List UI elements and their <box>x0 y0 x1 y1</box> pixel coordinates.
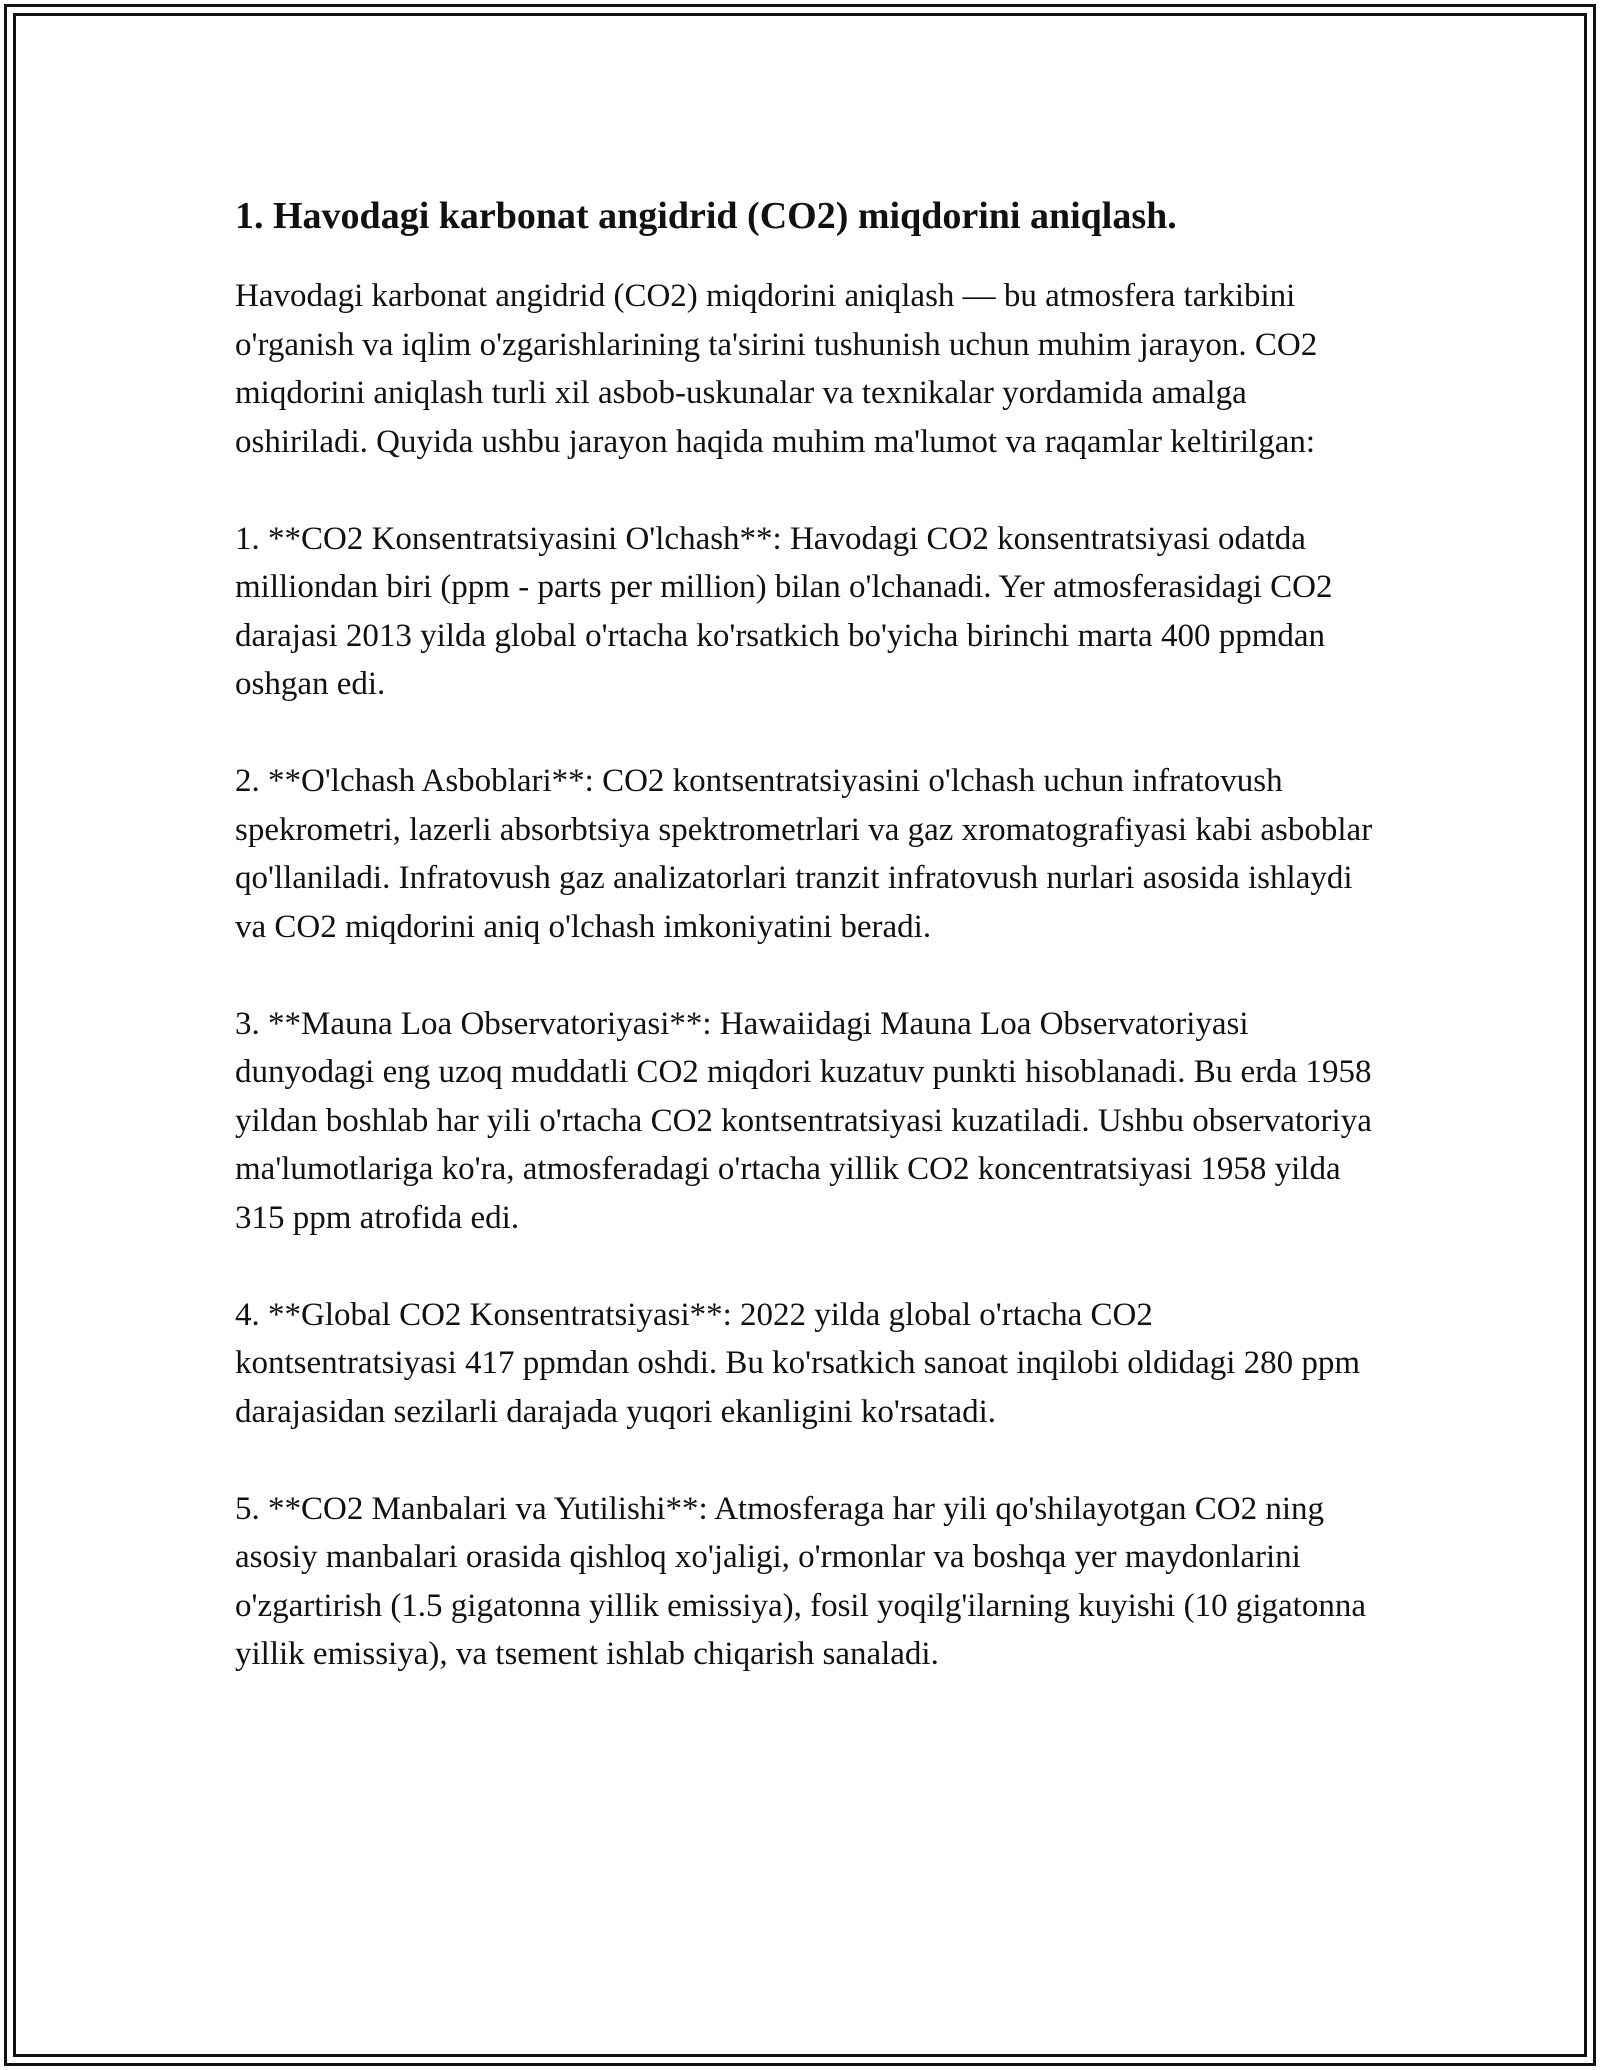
section-2-paragraph: 2. **O'lchash Asboblari**: CO2 kontsentratsiyasini o'lchash uchun infratovush spekrometri, lazerli absorbtsiya spektrometrlari va gaz xromatografiyasi kabi asboblar qo'llaniladi. Infratovush gaz analizatorlari tranzit infratovush nurlari asosida ishlaydi va CO2 miqdorini aniq o'lchash imkoniyatini beradi. <box>235 763 1373 945</box>
paragraph-spacer <box>235 1242 1375 1291</box>
document-title: 1. Havodagi karbonat angidrid (CO2) miqdorini aniqlash. <box>235 195 1177 237</box>
section-1-paragraph: 1. **CO2 Konsentratsiyasini O'lchash**: Havodagi CO2 konsentratsiyasi odatda milliondan biri (ppm - parts per million) bilan o'lchanadi. Yer atmosferasidagi CO2 darajasi 2013 yilda global o'rtacha ko'rsatkich bo'yicha birinchi marta 400 ppmdan oshgan edi. <box>235 520 1333 702</box>
paragraph-spacer <box>235 1436 1375 1485</box>
section-5-paragraph: 5. **CO2 Manbalari va Yutilishi**: Atmosferaga har yili qo'shilayotgan CO2 ning asosiy manbalari orasida qishloq xo'jaligi, o'rmonlar va boshqa yer maydonlarini o'zgartirish (1.5 gigatonna yillik emissiya), fosil yoqilg'ilarning kuyishi (10 gigatonna yillik emissiya), va tsement ishlab chiqarish sanaladi. <box>235 1490 1366 1672</box>
paragraph-spacer <box>235 951 1375 1000</box>
intro-paragraph: Havodagi karbonat angidrid (CO2) miqdorini aniqlash — bu atmosfera tarkibini o'rganish va iqlim o'zgarishlarining ta'sirini tushunish uchun muhim jarayon. CO2 miqdorini aniqlash turli xil asbob-uskunalar va texnikalar yordamida amalga oshiriladi. Quyida ushbu jarayon haqida muhim ma'lumot va raqamlar keltirilgan: <box>235 278 1318 460</box>
document-body <box>235 188 1375 1679</box>
paragraph-spacer <box>235 466 1375 515</box>
section-3-paragraph: 3. **Mauna Loa Observatoriyasi**: Hawaiidagi Mauna Loa Observatoriyasi dunyodagi eng uzoq muddatli CO2 miqdori kuzatuv punkti hisoblanadi. Bu erda 1958 yildan boshlab har yili o'rtacha CO2 kontsentratsiyasi kuzatiladi. Ushbu observatoriya ma'lumotlariga ko'ra, atmosferadagi o'rtacha yillik CO2 koncentratsiyasi 1958 yilda 315 ppm atrofida edi. <box>235 1005 1372 1236</box>
paragraph-spacer <box>235 709 1375 758</box>
section-4-paragraph: 4. **Global CO2 Konsentratsiyasi**: 2022 yilda global o'rtacha CO2 kontsentratsiyasi 417 ppmdan oshdi. Bu ko'rsatkich sanoat inqilobi oldidagi 280 ppm darajasidan sezilarli darajada yuqori ekanligini ko'rsatadi. <box>235 1296 1361 1430</box>
